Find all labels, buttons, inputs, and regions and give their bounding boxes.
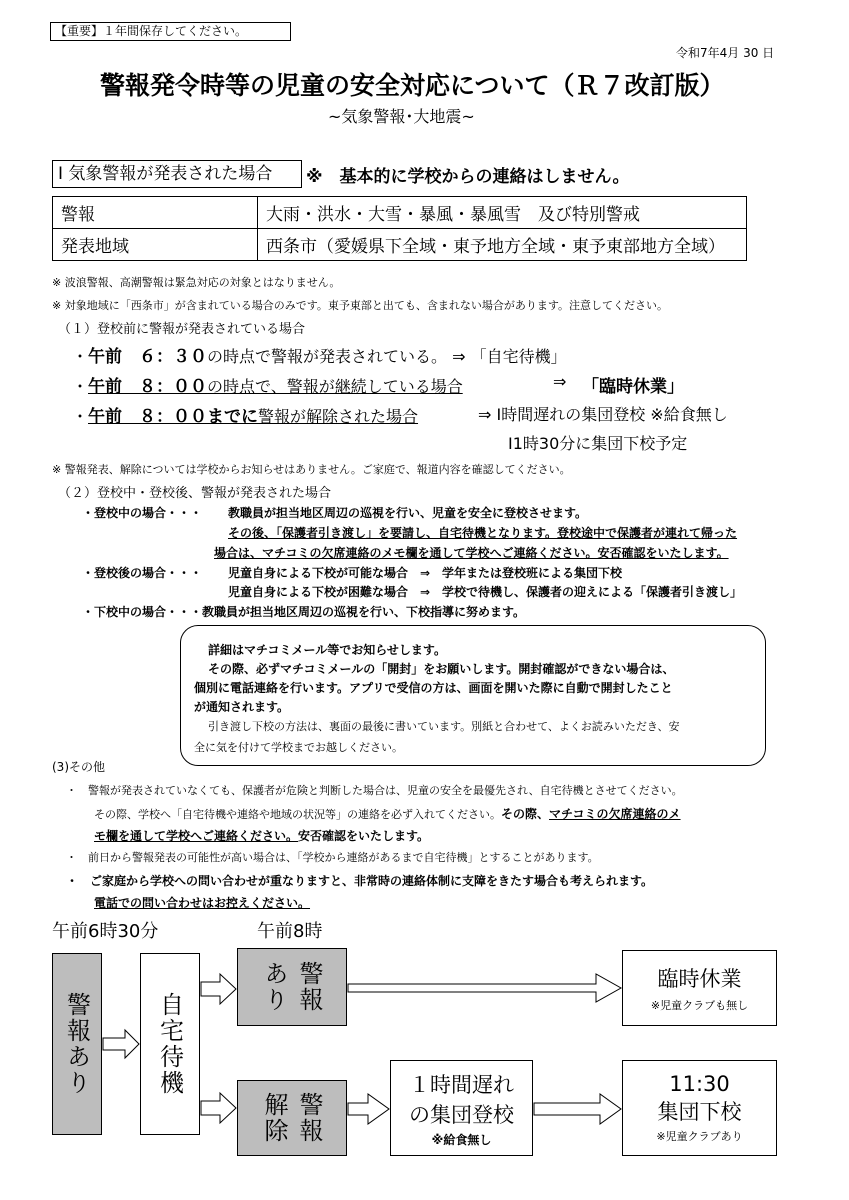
notebox-line5: 引き渡し下校の方法は、裏面の最後に書いています。別紙と合わせて、よくお読みいただき、安 [208, 720, 680, 733]
after-1: 児童自身による下校が可能な場合 ⇒ 学年または登校班による集団下校 [228, 566, 623, 580]
late-arrival-box [390, 1060, 533, 1156]
warning-issued-label: 警報あり [62, 992, 91, 1096]
page-subtitle: ~気象警報･大地震~ [328, 107, 475, 126]
issue-date: 令和7年4月 30 日 [676, 46, 775, 60]
warning-active-box [237, 948, 347, 1026]
after-label: ・登校後の場合・・・ [82, 566, 203, 580]
warning-table [52, 196, 747, 261]
item1c-bold: 安否確認をいたします。 [298, 829, 430, 843]
table-row [53, 229, 747, 261]
line1-text: の時点で警報が発表されている。 ⇒ 「自宅待機」 [207, 347, 567, 366]
line3-result2: Ⅰ1時30分に集団下校予定 [508, 434, 688, 453]
arrow-late-to-dismissal [534, 1094, 621, 1124]
flow-time-0800: 午前8時 [257, 921, 323, 942]
part1-line1: ・午前 ６：３０の時点で警報が発表されている。 ⇒ 「自宅待機」 [72, 347, 567, 367]
item1b-plain: その際、学校へ「自宅待機や連絡や地域の状況等」の連絡を必ず入れてください。 [94, 808, 501, 821]
dismissal-note: ※児童クラブあり [656, 1130, 743, 1143]
dismissal-time: 11:30 [669, 1072, 730, 1096]
closure-note: ※児童クラブも無し [650, 999, 749, 1012]
line2-text: の時点で、警報が継続している場合 [207, 377, 463, 396]
part3-item1b [94, 805, 681, 822]
page-title: 警報発令時等の児童の安全対応について（Ｒ７改訂版） [100, 71, 725, 100]
warning-cleared-box [237, 1080, 347, 1156]
time-0800: 午前 ８：００ [88, 377, 208, 397]
part3-item2: ・ 前日から警報発表の可能性が高い場合は、「学校から連絡があるまで自宅待機」とすることがあります。 [66, 851, 599, 864]
home-standby-label: 自宅待機 [155, 992, 184, 1096]
notebox-line1: 詳細はマチコミメール等でお知らせします。 [208, 643, 446, 657]
during-3: 場合は、マチコミの欠席連絡のメモ欄を通して学校へご連絡ください。安否確認をいたします。 [214, 546, 729, 560]
part3-item1: ・ 警報が発表されていなくても、保護者が危険と判断した場合は、児童の安全を最優先され、自宅待機とさせてください。 [66, 784, 683, 797]
part3-item3: ・ ご家庭から学校への問い合わせが重なりますと、非常時の連絡体制に支障をきたす場合も考えられます。 [66, 874, 654, 888]
arrow-standby-to-active [201, 974, 236, 1004]
line3-text: 警報が解除された場合 [258, 407, 419, 426]
part1-remark: ※ 警報発表、解除については学校からお知らせはありません。ご家庭で、報道内容を確認してください。 [52, 463, 571, 476]
arrow-standby-to-cleared [201, 1093, 236, 1123]
table-row [53, 197, 747, 229]
item1c-underline: モ欄を通して学校へご連絡ください。 [94, 829, 299, 843]
table-cell-label: 発表地域 [53, 229, 258, 261]
time-0630: 午前 ６：３０ [88, 347, 208, 367]
item1b-bold: その際、 [501, 807, 550, 821]
remark-2: ※ 対象地域に「西条市」が含まれている場合のみです。東予東部と出ても、含まれない場合があります。注意してください。 [52, 299, 668, 312]
notebox-line6: 全に気を付けて学校までお越しください。 [194, 741, 403, 754]
part3-heading: (3)その他 [52, 760, 105, 774]
closure-title: 臨時休業 [657, 967, 742, 991]
part1-line3: ・午前 ８：００までに警報が解除された場合 [72, 407, 419, 427]
notebox-line4: が通知されます。 [194, 700, 290, 714]
late-title-1: １時間遅れ [409, 1072, 514, 1097]
dismissal-title: 集団下校 [657, 1100, 742, 1124]
during-1: 教職員が担当地区周辺の巡視を行い、児童を安全に登校させます。 [228, 506, 588, 520]
part2-heading: （２）登校中・登校後、警報が発表された場合 [58, 486, 332, 501]
line2-arrow: ⇒ [553, 372, 567, 391]
during-label: ・登校中の場合・・・ [82, 506, 203, 520]
time-by-0800: 午前 ８：００までに [88, 407, 259, 427]
remark-1: ※ 波浪警報、高潮警報は緊急対応の対象とはなりません。 [52, 276, 341, 289]
table-cell-label: 警報 [53, 197, 258, 229]
item1b-bold-underline: マチコミの欠席連絡のメ [549, 807, 681, 821]
late-note: ※給食無し [431, 1132, 492, 1147]
line3-result: ⇒ Ⅰ時間遅れの集団登校 ※給食無し [478, 405, 728, 424]
table-cell-value: 西条市（愛媛県下全域・東予地方全域・東予東部地方全域） [258, 229, 747, 261]
warning-active-label: 警報あり [260, 961, 323, 1013]
line2-result: 「臨時休業」 [582, 377, 684, 397]
warning-cleared-label: 警報解除 [260, 1092, 323, 1144]
leaving-line: ・下校中の場合・・・教職員が担当地区周辺の巡視を行い、下校指導に努めます。 [82, 605, 526, 619]
notebox-line2: その際、必ずマチコミメールの「開封」をお願いします。開封確認ができない場合は、 [208, 662, 675, 676]
during-2: その後、「保護者引き渡し」を要請し、自宅待機となります。登校途中で保護者が連れて帰った [228, 526, 738, 540]
after-2: 児童自身による下校が困難な場合 ⇒ 学校で待機し、保護者の迎えによる「保護者引き渡し」 [228, 585, 743, 599]
part1-line2: ・午前 ８：００の時点で、警報が継続している場合 [72, 377, 463, 397]
notebox-line3: 個別に電話連絡を行います。アプリで受信の方は、画面を開いた際に自動で開封したこと [194, 681, 673, 695]
table-cell-value: 大雨・洪水・大雪・暴風・暴風雪 及び特別警戒 [258, 197, 747, 229]
part3-item3b: 電話での問い合わせはお控えください。 [94, 896, 311, 910]
warning-issued-box [52, 953, 102, 1135]
section1-heading: Ⅰ 気象警報が発表された場合 [52, 160, 302, 188]
arrow-active-to-closure [348, 974, 621, 1002]
flow-time-0630: 午前6時30分 [52, 921, 159, 942]
closure-box [622, 950, 777, 1026]
arrow-cleared-to-late [348, 1094, 389, 1124]
arrow-warning-to-standby [103, 1030, 139, 1058]
section1-note: ※ 基本的に学校からの連絡はしません。 [306, 167, 630, 187]
part3-item1c [94, 827, 429, 844]
important-notice: 【重要】１年間保存してください。 [50, 22, 291, 41]
late-title-2: の集団登校 [409, 1102, 514, 1127]
dismissal-box [622, 1060, 777, 1156]
home-standby-box [140, 953, 200, 1135]
part1-heading: （１）登校前に警報が発表されている場合 [58, 322, 306, 337]
